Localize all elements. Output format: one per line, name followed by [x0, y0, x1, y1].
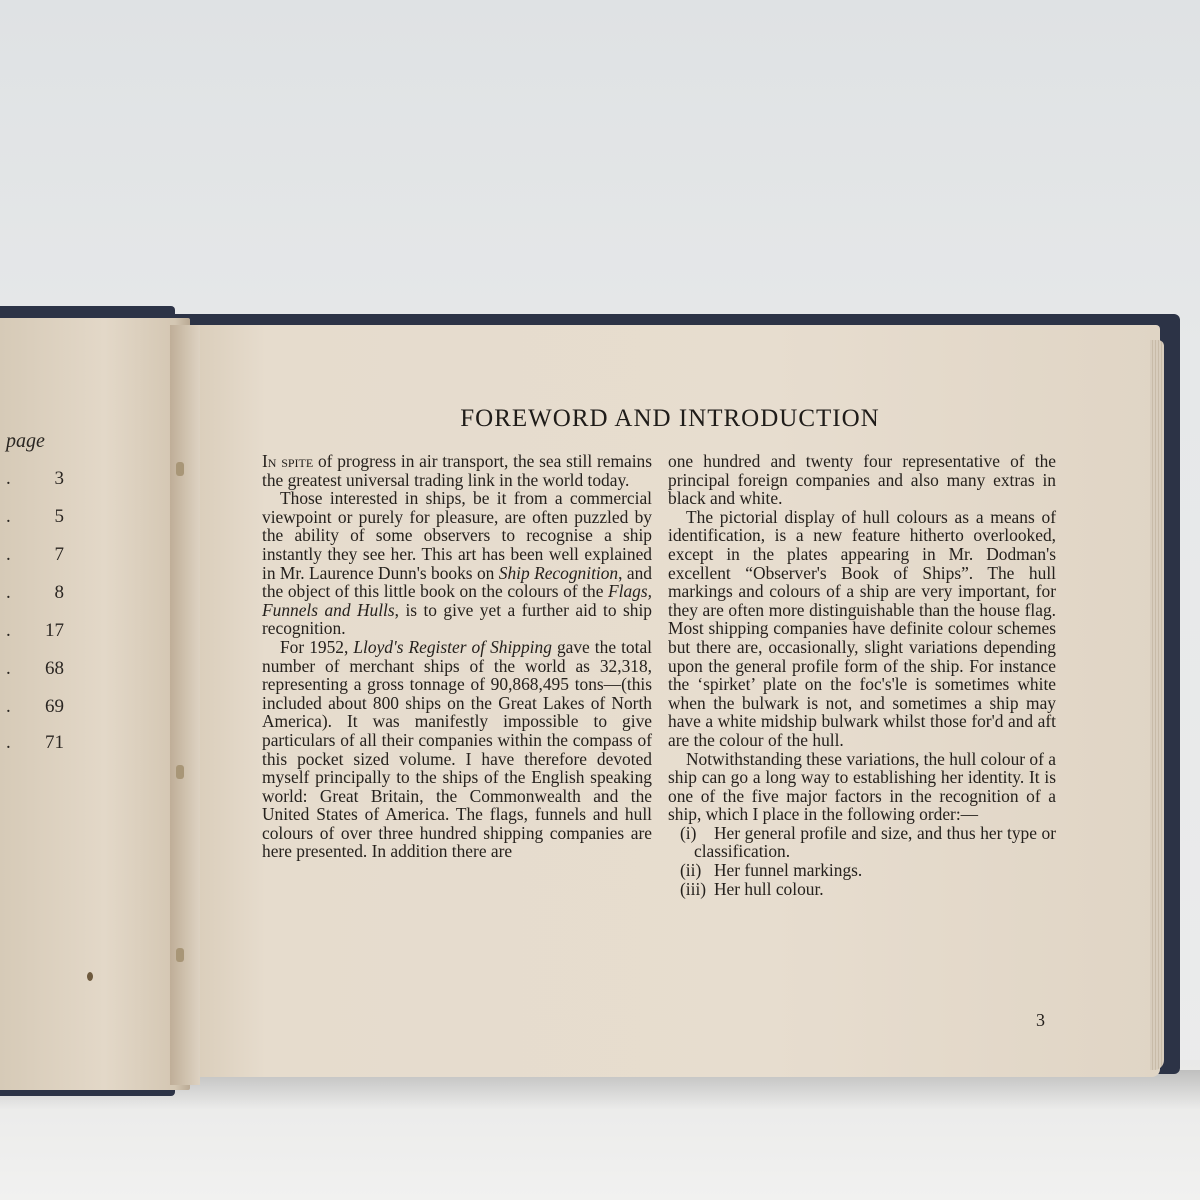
toc-dot: .	[6, 620, 11, 641]
page-edges	[1150, 340, 1164, 1070]
list-item	[668, 861, 1056, 880]
list-text: Her general profile and size, and thus her type or classification.	[694, 822, 1056, 862]
toc-dot: .	[6, 468, 11, 489]
lead-in: In spite	[262, 451, 314, 471]
paragraph	[262, 638, 652, 861]
binding-stitch	[176, 948, 184, 962]
book-title: Flags, Funnels and Hulls	[262, 581, 652, 620]
toc-page-number: 5	[54, 506, 64, 527]
toc-page-number: 3	[54, 468, 64, 489]
page-title: FOREWORD AND INTRODUCTION	[460, 405, 880, 432]
binding-stitch	[176, 462, 184, 476]
toc-dot: .	[6, 696, 11, 717]
toc-row	[6, 620, 64, 642]
toc-page-number: 8	[54, 582, 64, 603]
paragraph-text: For 1952,	[280, 636, 354, 657]
list-number: (i)	[680, 822, 697, 843]
book-title: Ship Recognition	[498, 562, 619, 583]
toc-row	[6, 544, 64, 566]
list-number: (iii)	[680, 878, 707, 899]
paragraph: Notwithstanding these variations, the hull colour of a ship can go a long way to establishing her identity. It is one of the five major factors in the recognition of a ship, which I place in the following order:—	[668, 748, 1056, 825]
paragraph	[262, 452, 652, 489]
list-text: Her funnel markings.	[714, 860, 863, 881]
paragraph-text: , is to give yet a further aid to ship recognition.	[262, 599, 652, 639]
toc-row	[6, 732, 64, 754]
toc-dot: .	[6, 582, 11, 603]
toc-page-number: 71	[45, 732, 64, 753]
toc-page-number: 17	[45, 620, 64, 641]
toc-row	[6, 506, 64, 528]
toc-dot: .	[6, 732, 11, 753]
paragraph	[262, 489, 652, 638]
book-title: Lloyd's Register of Shipping	[353, 636, 552, 657]
toc-page-number: 69	[45, 696, 64, 717]
paragraph-text: Those interested in ships, be it from a commercial viewpoint or purely for pleasure, are often puzzled by the ability of some observers to recognise a ship instantly they see her. This art has been well explained in Mr. Laurence Dunn's books on	[262, 488, 652, 583]
toc-dot: .	[6, 544, 11, 565]
toc-row	[6, 468, 64, 490]
list-text: Her hull colour.	[714, 878, 824, 899]
binding-stitch	[176, 765, 184, 779]
text-column-right	[668, 452, 1056, 898]
list-number: (ii)	[680, 860, 702, 881]
paragraph-text: of progress in air transport, the sea still remains the greatest universal trading link in the world today.	[262, 451, 653, 490]
list-item	[668, 824, 1056, 861]
toc-dot: .	[6, 506, 11, 527]
toc-page-number: 68	[45, 658, 64, 679]
text-column-left	[262, 452, 652, 861]
ink-spot	[87, 972, 93, 981]
book-gutter	[170, 325, 200, 1085]
toc-row	[6, 696, 64, 718]
toc-dot: .	[6, 658, 11, 679]
paragraph-text: gave the total number of merchant ships of the world as 32,318, representing a gross tonnage of 90,868,495 tons—(this included about 800 ships on the Great Lakes of North America). It was manifestly impossible to give particulars of all their companies within the compass of this pocket sized volume. I have therefore devoted myself principally to the ships of the English speaking world: Great Britain, the Commonwealth and the United States of America. The flags, funnels and hull colours of over three hundred shipping companies are here presented. In addition there are	[262, 636, 653, 862]
list-item	[668, 880, 1056, 899]
page-number: 3	[1036, 1010, 1045, 1030]
toc-row	[6, 582, 64, 604]
toc-row	[6, 658, 64, 680]
paragraph: one hundred and twenty four representative of the principal foreign companies and also many extras in black and white.	[668, 451, 1056, 509]
toc-page-header: page	[6, 430, 45, 452]
toc-page-number: 7	[54, 544, 64, 565]
paragraph-text: , and the object of this little book on the colours of the	[262, 562, 652, 602]
paragraph: The pictorial display of hull colours as a means of identification, is a new feature hitherto overlooked, except in the plates appearing in Mr. Dodman's excellent “Observer's Book of Ships”. The hull markings and colours of a ship are very important, for they are often more distinguishable than the house flag. Most shipping companies have definite colour schemes but there are, occasionally, slight variations depending upon the general profile form of the ship. For instance the ‘spirket’ plate on the foc's'le is sometimes white when the bulwark is not, and sometimes a ship may have a white midship bulwark whilst those for'd and aft are the colour of the hull.	[668, 506, 1056, 750]
